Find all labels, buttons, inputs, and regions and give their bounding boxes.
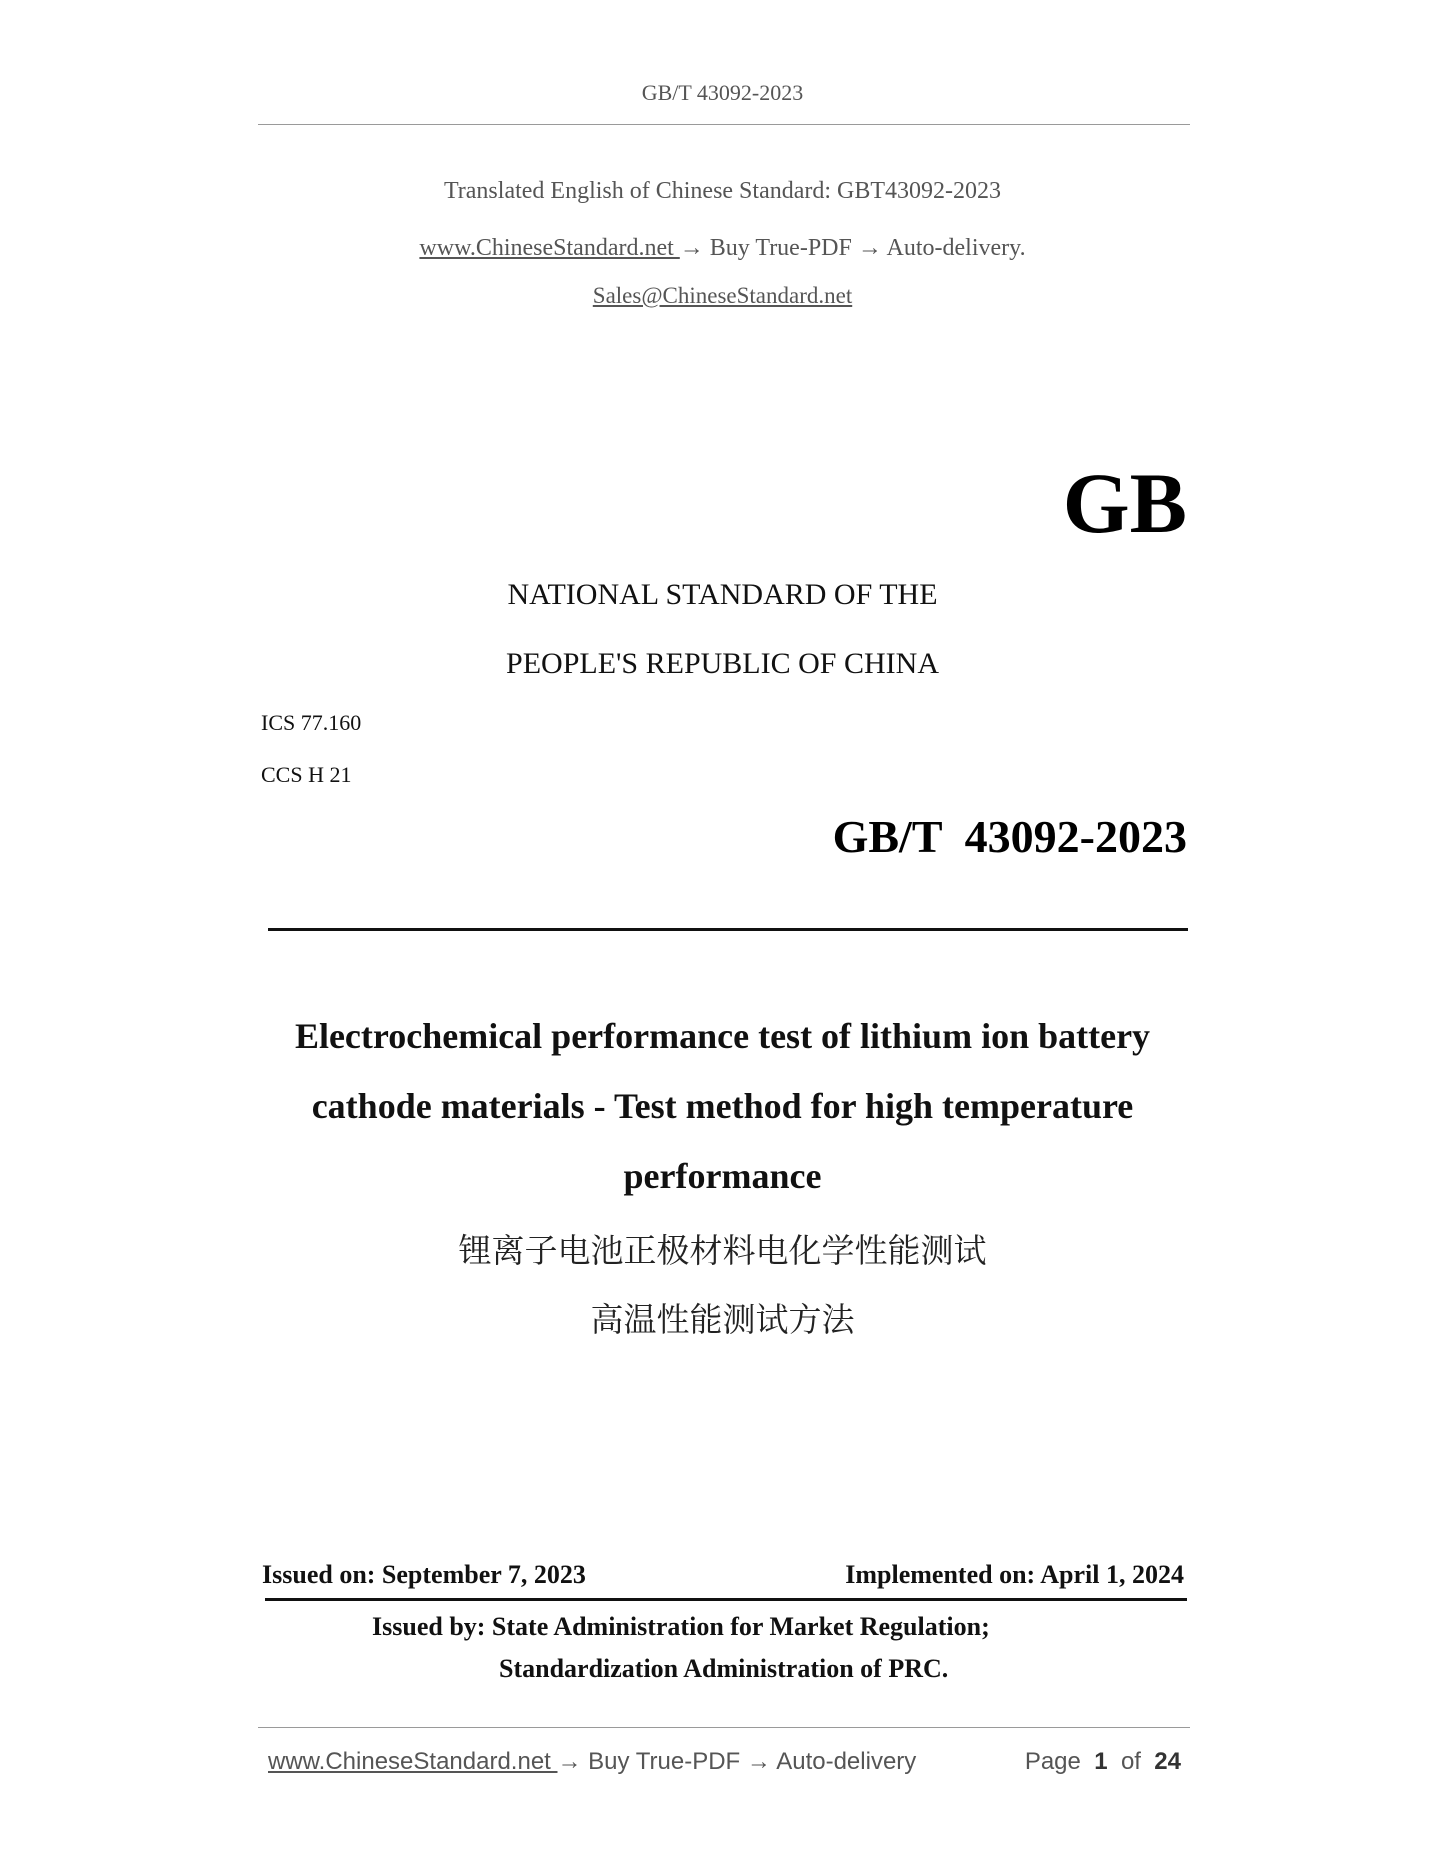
issuing-authority-line2: Standardization Administration of PRC.	[499, 1654, 949, 1683]
page-of: of	[1120, 1748, 1141, 1775]
running-header: GB/T 43092-2023	[641, 80, 804, 105]
header-divider	[258, 124, 1190, 125]
title-chinese-line2: 高温性能测试方法	[590, 1300, 855, 1339]
national-standard-line1: NATIONAL STANDARD OF THE	[507, 578, 938, 611]
page-current: 1	[1094, 1748, 1108, 1775]
title-english-line3: performance	[623, 1156, 822, 1196]
footer-divider	[258, 1727, 1190, 1728]
website-promo	[0, 235, 1445, 262]
issued-on-date: Issued on: September 7, 2023	[262, 1560, 586, 1589]
ics-code: ICS 77.160	[261, 710, 362, 735]
website-link[interactable]: www.ChineseStandard.net	[419, 235, 680, 261]
page-indicator	[1025, 1748, 1181, 1776]
title-english-line1: Electrochemical performance test of lithium ion battery	[294, 1016, 1151, 1056]
gb-mark: GB	[1062, 455, 1187, 551]
title-divider	[268, 928, 1188, 931]
title-chinese-line1: 锂离子电池正极材料电化学性能测试	[458, 1231, 987, 1270]
issuing-authority-line1: Issued by: State Administration for Market Regulation;	[372, 1612, 990, 1641]
issue-divider	[265, 1598, 1187, 1601]
footer-website-link[interactable]: www.ChineseStandard.net	[268, 1748, 558, 1775]
implemented-on-date: Implemented on: April 1, 2024	[845, 1560, 1184, 1589]
national-standard-line2: PEOPLE'S REPUBLIC OF CHINA	[506, 647, 939, 680]
website-promo-suffix: → Buy True-PDF → Auto-delivery.	[679, 235, 1026, 261]
ccs-code: CCS H 21	[261, 762, 352, 787]
footer-promo	[268, 1748, 916, 1776]
sales-email-link[interactable]: Sales@ChineseStandard.net	[592, 283, 853, 308]
sales-contact	[0, 283, 1445, 309]
page-total: 24	[1154, 1748, 1181, 1775]
title-english-line2: cathode materials - Test method for high temperature	[311, 1086, 1134, 1126]
footer-promo-suffix: → Buy True-PDF → Auto-delivery	[557, 1748, 917, 1775]
translation-notice: Translated English of Chinese Standard: GBT43092-2023	[443, 178, 1002, 204]
standard-number: GB/T 43092-2023	[832, 811, 1187, 862]
page-label: Page	[1024, 1748, 1081, 1775]
